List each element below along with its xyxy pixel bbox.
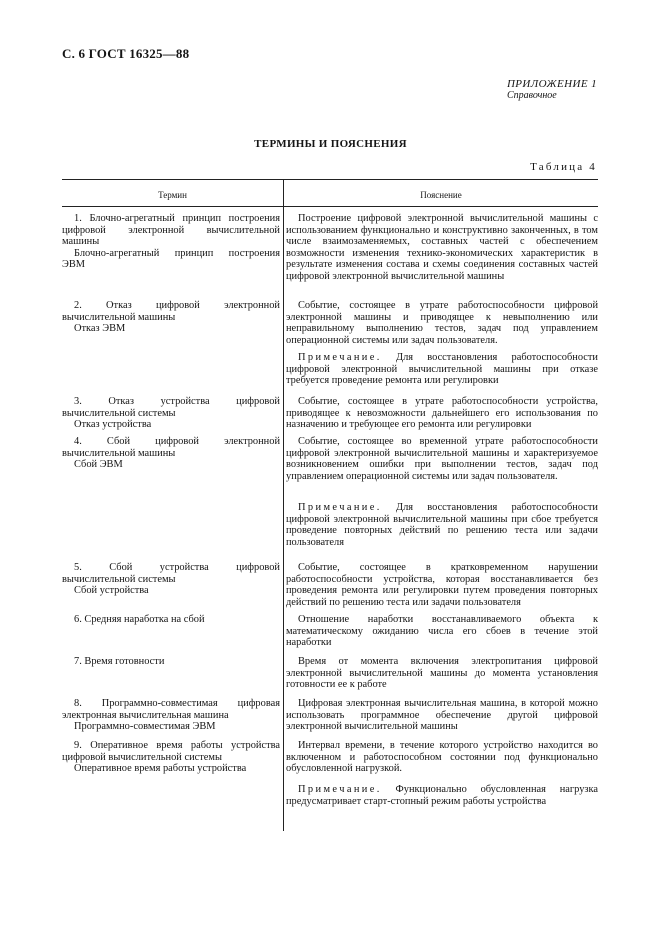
term-short: Сбой ЭВМ xyxy=(74,459,123,471)
table-row-explanation xyxy=(286,436,598,482)
table-row-explanation xyxy=(286,656,598,691)
note-text xyxy=(286,352,598,387)
table-header-rule xyxy=(62,206,598,207)
page-title: ТЕРМИНЫ И ПОЯСНЕНИЯ xyxy=(254,138,407,150)
note-text xyxy=(286,502,598,548)
table-row-explanation xyxy=(286,213,598,283)
note-text xyxy=(286,784,598,807)
term-short: Программно-совместимая ЭВМ xyxy=(74,721,216,733)
column-header-term: Термин xyxy=(158,190,187,200)
explanation-text: Событие, состоящее в утрате работоспособности цифровой электронной машины и приводящее к невыполнению или неправильному выполнению тестов, задач под управлением операционной системы или задач пользователя. xyxy=(286,300,598,346)
table-row-explanation xyxy=(286,740,598,775)
explanation-text: Событие, состоящее в кратковременном нарушении работоспособности устройства, которая восстанавливается без проведения ремонта или регулировки путем проведения повторных действий по решению теста или задачи пользователя xyxy=(286,562,598,608)
table-row-term xyxy=(62,562,280,597)
term-short: Сбой устройства xyxy=(74,585,149,597)
appendix-kind: Справочное xyxy=(506,90,557,101)
table-row-term xyxy=(62,614,280,626)
explanation-text: Время от момента включения электропитания цифровой электронной вычислительной машины до момента установления готовности ее к работе xyxy=(286,656,598,691)
column-header-explanation: Пояснение xyxy=(420,190,462,200)
table-row-term xyxy=(62,300,280,335)
term-text: 3. Отказ устройства цифровой вычислительной системы xyxy=(62,396,280,419)
table-row-note xyxy=(286,352,598,387)
running-header: С. 6 ГОСТ 16325—88 xyxy=(62,46,190,61)
term-text: 7. Время готовности xyxy=(74,656,165,667)
explanation-text: Построение цифровой электронной вычислительной машины с использованием функционально и конструктивно законченных, в том числе взаимозаменяемых, составных частей с обеспечением возможности изменения технико-экономических характеристик в результате изменения состава и схемы соединения составных частей цифровой электронной вычислительной машины xyxy=(286,213,598,282)
explanation-text: Событие, состоящее в утрате работоспособности устройства, приводящее к невозможности дальнейшего его использования по назначению и требующее его ремонта или регулировки xyxy=(286,396,598,431)
term-text: 2. Отказ цифровой электронной вычислительной машины xyxy=(62,300,280,323)
table-row-term xyxy=(62,213,280,271)
term-text: 5. Сбой устройства цифровой вычислительной системы xyxy=(62,562,280,585)
term-text: 1. Блочно-агрегатный принцип построения цифровой электронной вычислительной машины xyxy=(62,213,280,248)
note-label: Примечание. xyxy=(298,784,382,795)
explanation-text: Событие, состоящее во временной утрате работоспособности цифровой электронной вычислительной машины и характеризуемое возникновением ошибки при выполнении тестов, задач под управлением операционной системы или задач пользователя. xyxy=(286,436,598,482)
table-row-note xyxy=(286,784,598,807)
note-body: Для восстановления работоспособности цифровой электронной вычислительной машины при отказе требуется проведение ремонта или регулировки xyxy=(286,352,598,387)
table-top-rule xyxy=(62,179,598,180)
term-text: 8. Программно-совместимая цифровая электронная вычислительная машина xyxy=(62,698,280,721)
note-label: Примечание. xyxy=(298,352,382,363)
explanation-text: Интервал времени, в течение которого устройство находится во включенном и работоспособном состоянии под функционально обусловленной нагрузкой. xyxy=(286,740,598,775)
term-short: Блочно-агрегатный принцип построения ЭВМ xyxy=(62,247,280,271)
table-row-explanation xyxy=(286,396,598,431)
table-row-explanation xyxy=(286,562,598,608)
table-row-term xyxy=(62,656,280,668)
table-row-term xyxy=(62,396,280,431)
table-row-explanation xyxy=(286,698,598,733)
table-row-term xyxy=(62,698,280,733)
term-short: Оперативное время работы устройства xyxy=(74,763,247,775)
table-label: Таблица 4 xyxy=(530,161,597,173)
table-row-term xyxy=(62,740,280,775)
note-label: Примечание. xyxy=(298,502,382,513)
table-row-explanation xyxy=(286,614,598,649)
note-body: Для восстановления работоспособности цифровой электронной вычислительной машины при сбое требуется проведение повторных действий по решению теста или задачи пользователя xyxy=(286,502,598,548)
term-text: 6. Средняя наработка на сбой xyxy=(74,614,205,625)
explanation-text: Отношение наработки восстанавливаемого объекта к математическому ожиданию числа его сбоев в течение этой наработки xyxy=(286,614,598,649)
appendix-label xyxy=(507,78,597,102)
term-short: Отказ ЭВМ xyxy=(74,323,126,335)
term-text: 9. Оперативное время работы устройства цифровой вычислительной системы xyxy=(62,740,280,763)
table-row-explanation xyxy=(286,300,598,346)
explanation-text: Цифровая электронная вычислительная машина, в которой можно использовать программное обеспечение другой цифровой электронной вычислительной машины xyxy=(286,698,598,733)
appendix-number: ПРИЛОЖЕНИЕ 1 xyxy=(506,78,597,90)
table-column-divider xyxy=(283,179,284,831)
table-row-note xyxy=(286,502,598,548)
note-body: Функционально обусловленная нагрузка предусматривает старт-стопный режим работы устройства xyxy=(286,784,598,807)
term-short: Отказ устройства xyxy=(74,419,152,431)
table-row-term xyxy=(62,436,280,471)
term-text: 4. Сбой цифровой электронной вычислительной машины xyxy=(62,436,280,459)
